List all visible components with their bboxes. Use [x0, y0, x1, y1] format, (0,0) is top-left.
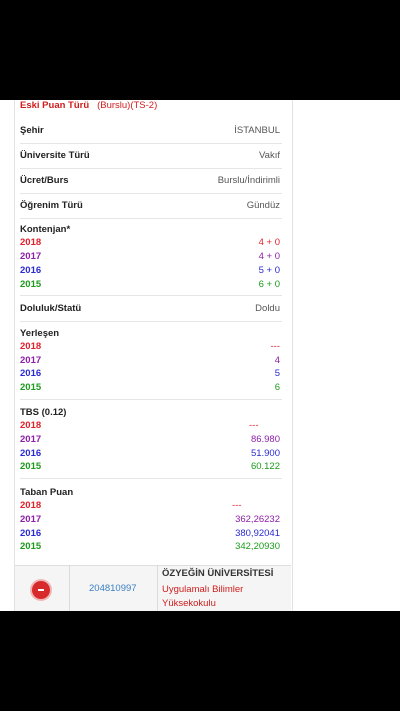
- year-label: 2015: [20, 541, 42, 552]
- tbs-title: TBS (0.12): [20, 407, 67, 418]
- placed-2016: [20, 368, 282, 381]
- minus-circle-icon[interactable]: [32, 581, 50, 599]
- fee-value: Burslu/İndirimli: [217, 175, 280, 186]
- year-label: 2016: [20, 265, 42, 276]
- placed-2017: [20, 355, 282, 368]
- column-divider: [69, 566, 70, 611]
- tbs-value: 86.980: [250, 434, 280, 445]
- tbs-value: ---: [249, 420, 259, 431]
- score-type-header: [20, 100, 157, 112]
- year-label: 2017: [20, 355, 42, 366]
- year-label: 2016: [20, 448, 42, 459]
- divider: [20, 478, 282, 479]
- university-type-label: Üniversite Türü: [20, 150, 90, 161]
- base-score-value: 362,26232: [235, 514, 280, 525]
- year-label: 2016: [20, 528, 42, 539]
- quota-2017: [20, 251, 282, 264]
- year-label: 2018: [20, 237, 42, 248]
- base-score-value: 342,20930: [235, 541, 280, 552]
- tbs-value: 51.900: [250, 448, 280, 459]
- city-label: Şehir: [20, 125, 44, 136]
- detail-screen: [0, 100, 400, 611]
- base-score-2018: [20, 500, 282, 513]
- tbs-2018: [20, 420, 282, 433]
- placed-value: ---: [270, 341, 280, 352]
- placed-title: Yerleşen: [20, 328, 60, 339]
- faculty-name: Uygulamalı Bilimler Yüksekokulu: [162, 584, 244, 609]
- placed-2015: [20, 382, 282, 395]
- base-score-title: Taban Puan: [20, 487, 74, 498]
- quota-2015: [20, 279, 282, 292]
- university-list-item[interactable]: [15, 565, 291, 611]
- base-score-2016: [20, 528, 282, 541]
- quota-2016: [20, 265, 282, 278]
- year-label: 2015: [20, 279, 42, 290]
- divider: [20, 218, 282, 219]
- divider: [20, 321, 282, 322]
- divider: [20, 295, 282, 296]
- score-type-label: Eski Puan Türü: [20, 100, 90, 111]
- occupancy-value: Doldu: [255, 303, 280, 314]
- quota-title: Kontenjan*: [20, 224, 71, 235]
- base-score-2017: [20, 514, 282, 527]
- year-label: 2017: [20, 434, 42, 445]
- year-label: 2015: [20, 382, 42, 393]
- university-name: ÖZYEĞİN ÜNİVERSİTESİ: [162, 568, 274, 579]
- divider: [20, 143, 282, 144]
- occupancy-label: Doluluk/Statü: [20, 303, 82, 314]
- base-score-value: 380,92041: [235, 528, 280, 539]
- base-score-2015: [20, 541, 282, 554]
- tbs-2016: [20, 448, 282, 461]
- placed-value: 4: [274, 355, 280, 366]
- year-label: 2015: [20, 461, 42, 472]
- divider: [20, 168, 282, 169]
- year-label: 2018: [20, 500, 42, 511]
- tbs-value: 60.122: [250, 461, 280, 472]
- university-type-value: Vakıf: [259, 150, 280, 161]
- program-code[interactable]: 204810997: [89, 583, 137, 594]
- quota-2018: [20, 237, 282, 250]
- year-label: 2016: [20, 368, 42, 379]
- quota-value: 4 + 0: [258, 251, 280, 262]
- placed-value: 6: [274, 382, 280, 393]
- quota-value: 5 + 0: [258, 265, 280, 276]
- year-label: 2017: [20, 514, 42, 525]
- tbs-2015: [20, 461, 282, 474]
- year-label: 2018: [20, 341, 42, 352]
- quota-value: 6 + 0: [258, 279, 280, 290]
- year-label: 2018: [20, 420, 42, 431]
- tbs-2017: [20, 434, 282, 447]
- divider: [20, 399, 282, 400]
- education-type-label: Öğrenim Türü: [20, 200, 83, 211]
- education-type-value: Gündüz: [246, 200, 280, 211]
- fee-label: Ücret/Burs: [20, 175, 69, 186]
- placed-value: 5: [274, 368, 280, 379]
- city-value: İSTANBUL: [234, 125, 280, 136]
- base-score-value: ---: [232, 500, 242, 511]
- placed-2018: [20, 341, 282, 354]
- column-divider: [157, 566, 158, 611]
- quota-value: 4 + 0: [258, 237, 280, 248]
- year-label: 2017: [20, 251, 42, 262]
- score-type-value: (Burslu)(TS-2): [97, 100, 158, 111]
- divider: [20, 193, 282, 194]
